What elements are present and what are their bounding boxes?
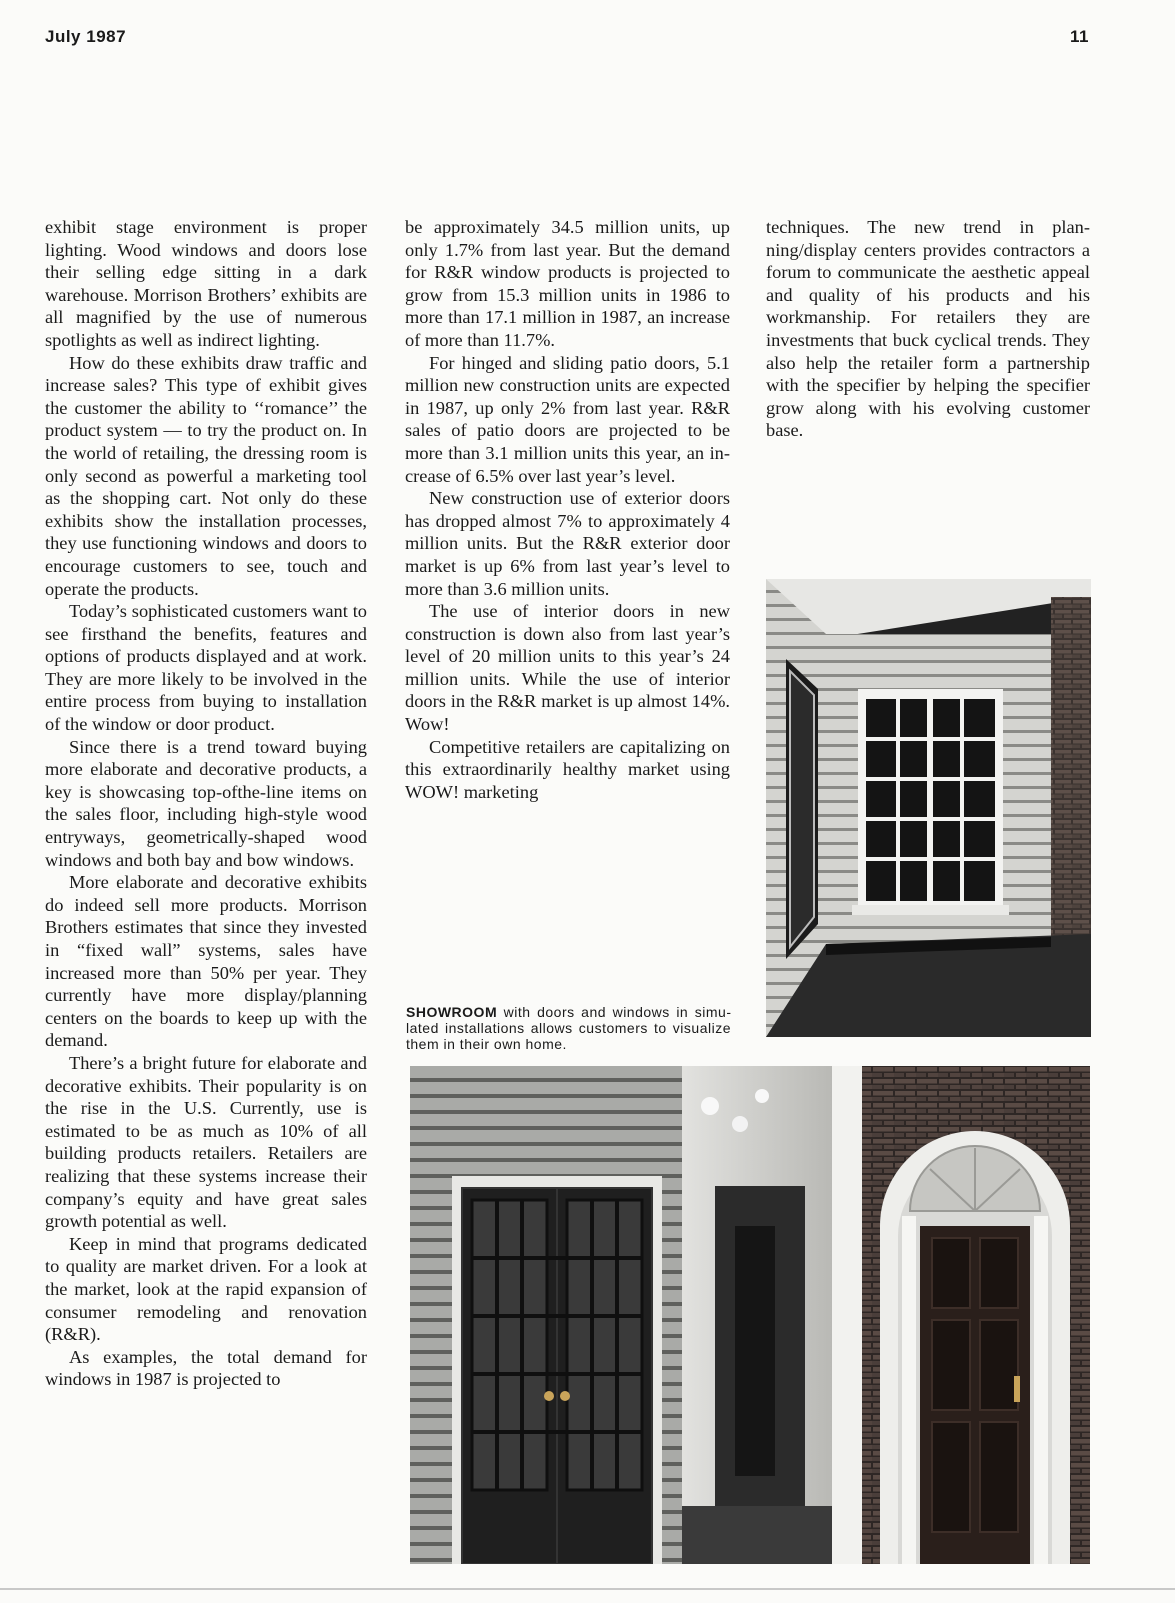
paragraph: Keep in mind that programs dedicated to quality are market driven. For a look at the market, look at the rapid expansion of consumer remodeling and renovation (R&R). xyxy=(45,1233,367,1345)
paragraph: techniques. The new trend in planning/display centers provides contractors a forum to communicate the aesthetic appeal and quality of his products and his workmanship. For retailers they are investments that buck cyclical trends. They also help the retailer form a partnership with the specifier by helping the specifier grow along with his evolving customer base. xyxy=(766,217,1090,441)
caption-lead: SHOWROOM xyxy=(406,1004,498,1020)
page-number: 11 xyxy=(1070,27,1089,46)
issue-date: July 1987 xyxy=(45,27,127,46)
article-column-3 xyxy=(766,216,1090,442)
paragraph: The use of interior doors in new construction is down also from last year’s level of 20 million units to this year’s 24 million units. While the use of interior doors in the R&R market is up almost 14%. Wow! xyxy=(405,601,730,735)
paragraph: New construction use of exterior doors has dropped almost 7% to approximately 4 million units. But the R&R exterior door market is up 6% from last year’s level to more than 3.6 million units. xyxy=(405,488,730,599)
paragraph: More elaborate and decorative exhibits do indeed sell more products. Morrison Brothers estimates that since they invested in “fixed wall” systems, sales have increased more than 50% per year. They currently have more display/planning centers on the boards to keep up with the demand. xyxy=(45,872,367,1051)
article-column-1 xyxy=(45,216,367,1391)
showroom-window-photo xyxy=(766,579,1091,1037)
paragraph: How do these exhibits draw traffic and increase sales? This type of exhibit gives the customer the ability to ‘‘romance’’ the product system — to try the product on. In the world of retailing, the dressing room is only second as powerful a marketing tool as the shopping cart. Not only do these exhibits show the installation processes, they use functioning windows and doors to encourage customers to see, touch and operate the products. xyxy=(45,352,367,599)
paragraph: For hinged and sliding patio doors, 5.1 million new construction units are expected in 1987, up only 2% from last year. R&R sales of patio doors are projected to be more than 3.1 million units this year, an increase of 6.5% over last year’s level. xyxy=(405,352,730,486)
paragraph: Today’s sophisticated customers want to see firsthand the benefits, features and options of products displayed and at work. They are more likely to be involved in the entire process from buying to installation of the window or door product. xyxy=(45,601,367,735)
paragraph: be approximately 34.5 million units, up only 1.7% from last year. But the demand for R&R window products is projected to grow from 15.3 million units in 1986 to more than 17.1 million in 1987, an increase of more than 11.7%. xyxy=(405,217,730,350)
paragraph: As examples, the total demand for windows in 1987 is projected to xyxy=(45,1346,367,1390)
photo-caption xyxy=(406,1004,731,1052)
paragraph: exhibit stage environment is proper lighting. Wood windows and doors lose their selling edge sitting in a dark warehouse. Morrison Brothers’ exhibits are all magnified by the use of numerous spotlights as well as indirect lighting. xyxy=(45,217,367,350)
caption-text: with doors and windows in simulated installations allows customers to visualize them in their own home. xyxy=(406,1004,731,1052)
bottom-rule xyxy=(0,1588,1175,1590)
article-column-2 xyxy=(405,216,730,803)
paragraph: Competitive retailers are capitalizing on this extraordinarily healthy market using WOW! marketing xyxy=(405,736,730,802)
paragraph: There’s a bright future for elaborate and decorative exhibits. Their popularity is on the rise in the U.S. Currently, use is estimated to be as much as 10% of all building products retailers. Retailers are realizing that these systems increase their company’s equity and have great sales growth potential as well. xyxy=(45,1052,367,1232)
showroom-doors-photo xyxy=(410,1066,1090,1564)
paragraph: Since there is a trend toward buying more elaborate and decorative products, a key is showcasing top-ofthe-line items on the sales floor, including high-style wood entryways, geometrically-shaped wood windows and both bay and bow windows. xyxy=(45,736,367,870)
